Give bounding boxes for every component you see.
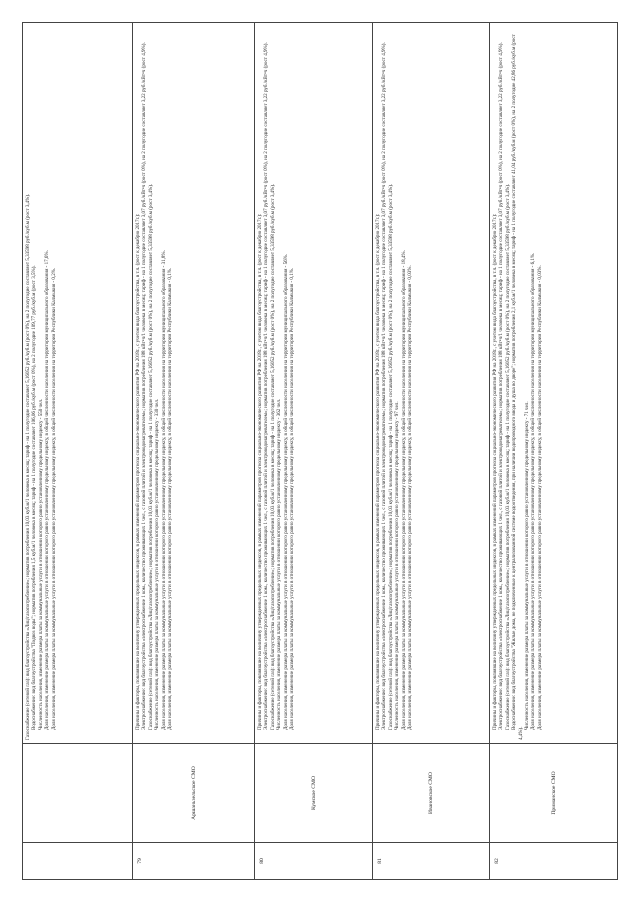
municipality-name: Кумское СМО <box>255 744 373 843</box>
table-row <box>255 23 373 880</box>
description-line: Причины и факторы, повлиявшие на величину утвержденных предельных индексов, в рамках изменений параметров прогноза социально-экономического развития РФ на 2018г., с учетом вида благоустройства, в т.ч. (рост к декабрю 2017г.): <box>257 213 263 730</box>
description-line: Доля населения, изменение размера платы за коммунальные услуги в отношении которого равно установленному предельному индексу, в общей численности населения на территории Республики Калмыкия - 0,03%. <box>536 265 543 730</box>
row-description <box>373 23 490 744</box>
row-description <box>490 23 618 744</box>
description-line: Газоснабжение (сетевой газ): вид благоустройства «Лиц/газопотребление»; норматив потребления 10,03 куб.м/1 человека в месяц; тариф - на 1 полугодие составляет 5,16052 руб./куб.м (рост 0%), на 2 полугодие составляет 5,33598 руб./куб.м (рост 3,4%). <box>387 183 394 730</box>
description-line: Доля населения, изменение размера платы за коммунальные услуги в отношении которого равно установленному предельному индексу, в общей численности населения на территории муниципального образования - 56%. <box>282 253 289 730</box>
description-line: Электроснабжение: вид благоустройства «электроснабжение 1 ком., количество проживающих 1 чел., с газовой плитой и электроводонагревателем»; норматив потребления 188 кВт•ч/1 человека в месяц; тариф - на 1 полугодие составляет 3,07 руб./кВт•ч (рост 0%), на 2 полугодие составляет 3,22 руб./кВт•ч (рост 4,9%). <box>141 42 148 730</box>
description-line: Численность населения, изменение размера платы за коммунальные услуги в отношении которого равно установленному предельному индексу - 550 чел. <box>37 398 44 730</box>
description-line: Газоснабжение (сетевой газ): вид благоустройства «Лиц/газопотребление»; норматив потребления 10,03 куб.м/1 человека в месяц; тариф - на 1 полугодие составляет 5,16052 руб./куб.м (рост 0%), на 2 полугодие составляет 5,33598 руб./куб.м (рост 3,4%). <box>25 193 31 740</box>
description-line: Причины и факторы, повлиявшие на величину утвержденных предельных индексов, в рамках изменений параметров прогноза социально-экономического развития РФ на 2018г., с учетом вида благоустройства, в т.ч. (рост к декабрю 2017г.): <box>135 213 141 730</box>
row-number <box>23 843 133 880</box>
municipality-name <box>23 744 133 843</box>
description-line: Электроснабжение: вид благоустройства «электроснабжение 1 ком., количество проживающих 1 чел., с газовой плитой и электроводонагревателем»; норматив потребления 188 кВт•ч/1 человека в месяц; тариф - на 1 полугодие составляет 3,07 руб./кВт•ч (рост 0%), на 2 полугодие составляет 3,22 руб./кВт•ч (рост 4,9%). <box>381 42 388 730</box>
description-line: Водоснабжение: вид благоустройства "Жилые дома, не подключенные к централизованной системе водоотведения, при наличии водопроводного ввода и душа во дворе"; норматив потребления 2,1 куб.м/1 человека в месяц; тариф - на 1 полугодие составляет 41,04 руб./куб.м (рост 0%), на 2 полугодие 42,86 руб./куб.м (рост 4,4%). <box>511 34 524 740</box>
description-line: Газоснабжение (сетевой газ): вид благоустройства «Лиц/газопотребление»; норматив потребления 10,03 куб.м/1 человека в месяц; тариф - на 1 полугодие составляет 5,16052 руб./куб.м (рост 0%), на 2 полугодие составляет 5,33598 руб./куб.м (рост 3,4%). <box>147 183 154 730</box>
table-row <box>23 23 133 880</box>
tariff-table <box>22 22 618 880</box>
description-line: Доля населения, изменение размера платы за коммунальные услуги в отношении которого равно установленному предельному индексу, в общей численности населения на территории Республики Калмыкия - 0,03%. <box>407 265 414 730</box>
municipality-name: Ивановское СМО <box>373 744 490 843</box>
description-line: Численность населения, изменение размера платы за коммунальные услуги в отношении которого равно установленному предельному индексу - 97 чел. <box>394 401 401 730</box>
description-line: Доля населения, изменение размера платы за коммунальные услуги в отношении которого равно установленному предельному индексу, в общей численности населения на территории Республики Калмыкия - 0,1%. <box>167 267 174 730</box>
municipality-name: Приманское СМО <box>490 744 618 843</box>
table-row <box>373 23 490 880</box>
table-row <box>490 23 618 880</box>
description-line: Численность населения, изменение размера платы за коммунальные услуги в отношении которого равно установленному предельному индексу - 330 чел. <box>154 398 161 730</box>
description-line: Доля населения, изменение размера платы за коммунальные услуги в отношении которого равно установленному предельному индексу, в общей численности населения на территории муниципального образования - 6,1%. <box>530 252 537 730</box>
description-line: Водоснабжение: вид благоустройства "Подвоз воды"; норматив потребления 1,5 куб.м/1 человека в месяц; тариф - на 1 полугодие составляет 106,06 руб./куб.м (рост 0%), на 2 полугодие 109,77 руб./куб.м (рост 3,5%). <box>31 265 38 730</box>
row-description <box>23 23 133 744</box>
description-line: Доля населения, изменение размера платы за коммунальные услуги в отношении которого равно установленному предельному индексу, в общей численности населения на территории Республики Калмыкия - 0,2%. <box>50 267 57 730</box>
description-line: Газоснабжение (сетевой газ): вид благоустройства «Лиц/газопотребление»; норматив потребления 10,03 куб.м/1 человека в месяц; тариф - на 1 полугодие составляет 5,16052 руб./куб.м (рост 0%), на 2 полугодие составляет 5,33598 руб./куб.м (рост 3,4%). <box>504 183 511 730</box>
description-line: Численность населения, изменение размера платы за коммунальные услуги в отношении которого равно установленному предельному индексу - 71 чел. <box>524 401 531 730</box>
row-number: 82 <box>490 843 618 880</box>
row-number: 79 <box>133 843 255 880</box>
row-description <box>255 23 373 744</box>
description-line: Причины и факторы, повлиявшие на величину утвержденных предельных индексов, в рамках изменений параметров прогноза социально-экономического развития РФ на 2018г., с учетом вида благоустройства, в т.ч. (рост к декабрю 2017г.): <box>375 213 381 730</box>
row-number: 81 <box>373 843 490 880</box>
table-row <box>133 23 255 880</box>
description-line: Причины и факторы, повлиявшие на величину утвержденных предельных индексов, в рамках изменений параметров прогноза социально-экономического развития РФ на 2018г., с учетом вида благоустройства, в т.ч. (рост к декабрю 2017г.): <box>492 213 498 730</box>
description-line: Доля населения, изменение размера платы за коммунальные услуги в отношении которого равно установленному предельному индексу, в общей численности населения на территории муниципального образования - 18,4%. <box>400 250 407 730</box>
row-description <box>133 23 255 744</box>
description-line: Доля населения, изменение размера платы за коммунальные услуги в отношении которого равно установленному предельному индексу, в общей численности населения на территории Республики Калмыкия - 0,1%. <box>289 267 296 730</box>
rotated-page <box>22 22 617 880</box>
description-line: Доля населения, изменение размера платы за коммунальные услуги в отношении которого равно установленному предельному индексу, в общей численности населения на территории муниципального образования - 17,6%. <box>44 250 51 730</box>
description-line: Газоснабжение (сетевой газ): вид благоустройства «Лиц/газопотребление»; норматив потребления 10,03 куб.м/1 человека в месяц; тариф - на 1 полугодие составляет 5,16052 руб./куб.м (рост 0%), на 2 полугодие составляет 5,33598 руб./куб.м (рост 3,4%). <box>269 183 276 730</box>
description-line: Доля населения, изменение размера платы за коммунальные услуги в отношении которого равно установленному предельному индексу, в общей численности населения на территории муниципального образования - 31,8%. <box>160 250 167 730</box>
row-number: 80 <box>255 843 373 880</box>
description-line: Электроснабжение: вид благоустройства «электроснабжение 1 ком., количество проживающих 1 чел., с газовой плитой и электроводонагревателем»; норматив потребления 188 кВт•ч/1 человека в месяц; тариф - на 1 полугодие составляет 3,07 руб./кВт•ч (рост 0%), на 2 полугодие составляет 3,22 руб./кВт•ч (рост 4,9%). <box>498 42 505 730</box>
municipality-name: Аршаньзельское СМО <box>133 744 255 843</box>
description-line: Численность населения, изменение размера платы за коммунальные услуги в отношении которого равно установленному предельному индексу - 362 чел. <box>276 398 283 730</box>
description-line: Электроснабжение: вид благоустройства «электроснабжение 1 ком., количество проживающих 1 чел., с газовой плитой и электроводонагревателем»; норматив потребления 188 кВт•ч/1 человека в месяц; тариф - на 1 полугодие составляет 3,07 руб./кВт•ч (рост 0%), на 2 полугодие составляет 3,22 руб./кВт•ч (рост 4,9%). <box>263 42 270 730</box>
